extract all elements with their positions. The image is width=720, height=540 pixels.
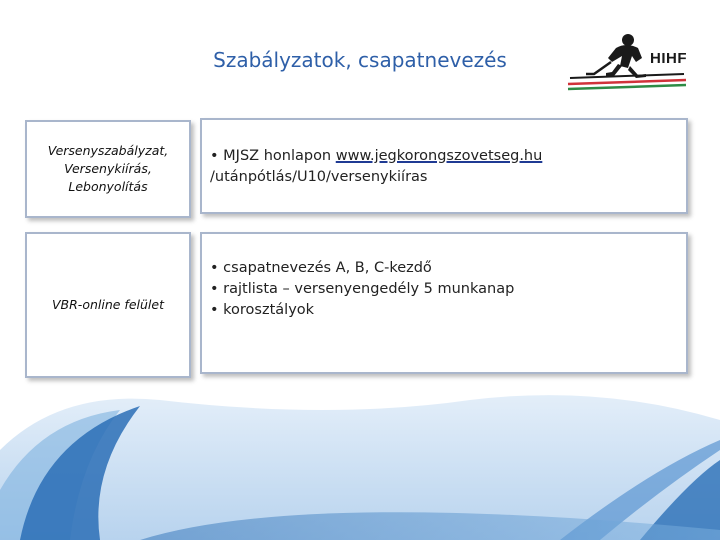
row1-label-line: Versenykiírás, [64, 160, 152, 176]
row2-label-line: VBR-online felület [52, 296, 164, 312]
row1-label-line: Versenyszabályzat, [47, 142, 169, 158]
page-title: Szabályzatok, csapatnevezés [213, 48, 507, 72]
row1-label-box [25, 120, 191, 218]
row1-content-box [200, 118, 688, 214]
row2-label-box [25, 232, 191, 378]
bullet-prefix: • MJSZ honlapon [210, 148, 336, 164]
row1-bullet [210, 146, 686, 167]
row2-bullet: • csapatnevezés A, B, C-kezdő [210, 260, 432, 276]
row1-label-line: Lebonyolítás [68, 179, 148, 195]
logo-text: HIHF [650, 50, 687, 67]
row2-bullet: • korosztályok [210, 302, 315, 319]
row2-content-box [200, 232, 688, 374]
row1-bullet-continuation: /utánpótlás/U10/versenykiíras [210, 169, 428, 186]
federation-website-link[interactable]: www.jegkorongszovetseg.hu [335, 148, 543, 164]
decorative-wave-background [0, 380, 720, 540]
row2-bullet: • rajtlista – versenyengedély 5 munkanap [210, 281, 515, 298]
